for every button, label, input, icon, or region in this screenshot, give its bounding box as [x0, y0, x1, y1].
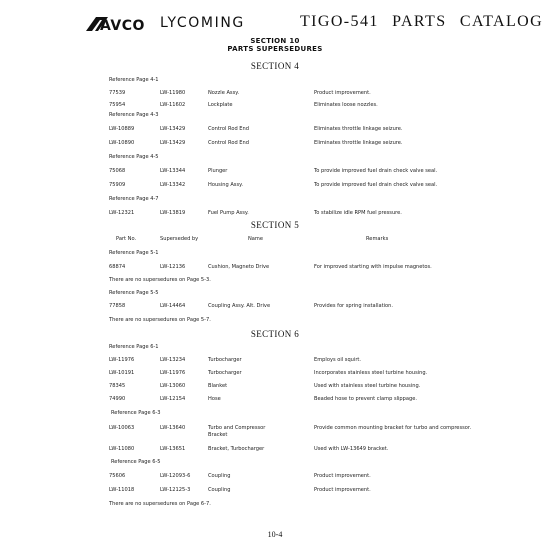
superseded-by: LW-14464 [160, 303, 186, 309]
remarks: To provide improved fuel drain check valve seal. [314, 182, 438, 188]
remarks: For improved starting with impulse magnetos. [314, 264, 432, 270]
part-name: Coupling Assy. Alt. Drive [208, 303, 271, 309]
superseded-by: LW-11976 [160, 370, 186, 376]
remarks: Used with stainless steel turbine housing. [314, 383, 421, 389]
part-number: 74990 [109, 396, 126, 402]
catalog-title: TIGO-541 PARTS CATALOG [300, 13, 544, 30]
part-name: Lockplate [208, 102, 233, 108]
remarks: Provides for spring installation. [314, 303, 393, 309]
part-number: LW-11976 [109, 357, 135, 363]
part-name: Control Rod End [208, 126, 249, 132]
superseded-by: LW-13429 [160, 140, 186, 146]
part-name: Turbo and Compressor [208, 425, 266, 431]
part-name: Coupling [208, 473, 231, 479]
remarks: Eliminates throttle linkage seizure. [314, 140, 403, 146]
column-header-name: Name [248, 236, 264, 242]
part-name-continued: Bracket [208, 432, 228, 438]
supersedure-note: There are no supersedures on Page 5-3. [109, 277, 211, 283]
superseded-by: LW-12154 [160, 396, 186, 402]
remarks: Eliminates throttle linkage seizure. [314, 126, 403, 132]
superseded-by: LW-12136 [160, 264, 186, 270]
part-name: Plunger [208, 168, 228, 174]
supersedure-note: There are no supersedures on Page 5-7. [109, 317, 211, 323]
part-number: LW-12321 [109, 210, 135, 216]
part-name: Nozzle Assy. [208, 90, 240, 96]
part-number: 77858 [109, 303, 126, 309]
superseded-by: LW-12093-6 [160, 473, 191, 479]
reference-page: Reference Page 5-1 [109, 250, 159, 256]
part-number: 75068 [109, 168, 126, 174]
superseded-by: LW-13344 [160, 168, 186, 174]
part-number: 78345 [109, 383, 126, 389]
part-number: 68874 [109, 264, 126, 270]
superseded-by: LW-13060 [160, 383, 186, 389]
reference-page: Reference Page 6-5 [111, 459, 161, 465]
remarks: Product improvement. [314, 487, 371, 493]
column-header-remarks: Remarks [366, 236, 389, 242]
superseded-by: LW-13429 [160, 126, 186, 132]
part-number: LW-10063 [109, 425, 135, 431]
avco-logo [86, 16, 154, 32]
page-number: 10-4 [267, 530, 283, 539]
part-number: LW-10890 [109, 140, 135, 146]
superseded-by: LW-13819 [160, 210, 186, 216]
part-number: LW-10889 [109, 126, 135, 132]
section-subtitle: PARTS SUPERSEDURES [227, 45, 323, 53]
superseded-by: LW-13640 [160, 425, 186, 431]
reference-page: Reference Page 4-7 [109, 196, 159, 202]
reference-page: Reference Page 6-1 [109, 344, 159, 350]
page-header [86, 13, 544, 35]
remarks: Beaded hose to prevent clamp slippage. [314, 396, 418, 402]
part-name: Turbocharger [208, 357, 242, 363]
part-number: 77539 [109, 90, 126, 96]
superseded-by: LW-13342 [160, 182, 186, 188]
part-name: Housing Assy. [208, 182, 244, 188]
section-6-heading: SECTION 6 [250, 329, 300, 339]
remarks: Provide common mounting bracket for turbo and compressor. [314, 425, 472, 431]
svg-text:AVCO: AVCO [100, 18, 145, 32]
part-number: LW-11018 [109, 487, 135, 493]
column-header-superseded-by: Superseded by [160, 236, 199, 242]
part-number: 75606 [109, 473, 126, 479]
section-title: SECTION 10 [250, 37, 300, 45]
remarks: To stabilize idle RPM fuel pressure. [314, 210, 402, 216]
part-name: Fuel Pump Assy. [208, 210, 249, 216]
section-5-heading: SECTION 5 [250, 220, 300, 230]
avco-logo-mark [86, 16, 154, 32]
reference-page: Reference Page 4-3 [109, 112, 159, 118]
remarks: To provide improved fuel drain check valve seal. [314, 168, 438, 174]
superseded-by: LW-11980 [160, 90, 186, 96]
remarks: Product improvement. [314, 90, 371, 96]
part-name: Coupling [208, 487, 231, 493]
reference-page: Reference Page 5-5 [109, 290, 159, 296]
remarks: Eliminates loose nozzles. [314, 102, 378, 108]
reference-page: Reference Page 4-1 [109, 77, 159, 83]
part-name: Turbocharger [208, 370, 242, 376]
part-name: Cushion, Magneto Drive [208, 264, 270, 270]
reference-page: Reference Page 6-3 [111, 410, 161, 416]
section-4-heading: SECTION 4 [250, 61, 300, 71]
superseded-by: LW-11602 [160, 102, 186, 108]
part-number: LW-10191 [109, 370, 135, 376]
part-number: 75954 [109, 102, 126, 108]
part-name: Control Rod End [208, 140, 249, 146]
superseded-by: LW-13234 [160, 357, 186, 363]
remarks: Used with LW-13649 bracket. [314, 446, 389, 452]
part-number: 75909 [109, 182, 126, 188]
part-number: LW-11080 [109, 446, 135, 452]
superseded-by: LW-12125-3 [160, 487, 191, 493]
remarks: Employs oil squirt. [314, 357, 362, 363]
reference-page: Reference Page 4-5 [109, 154, 159, 160]
company-name: LYCOMING [160, 15, 245, 31]
column-header-part-no: Part No. [116, 236, 137, 242]
remarks: Incorporates stainless steel turbine housing. [314, 370, 428, 376]
supersedure-note: There are no supersedures on Page 6-7. [109, 501, 211, 507]
remarks: Product improvement. [314, 473, 371, 479]
part-name: Hose [208, 396, 221, 402]
part-name: Bracket, Turbocharger [208, 446, 265, 452]
superseded-by: LW-13651 [160, 446, 186, 452]
part-name: Blanket [208, 383, 228, 389]
